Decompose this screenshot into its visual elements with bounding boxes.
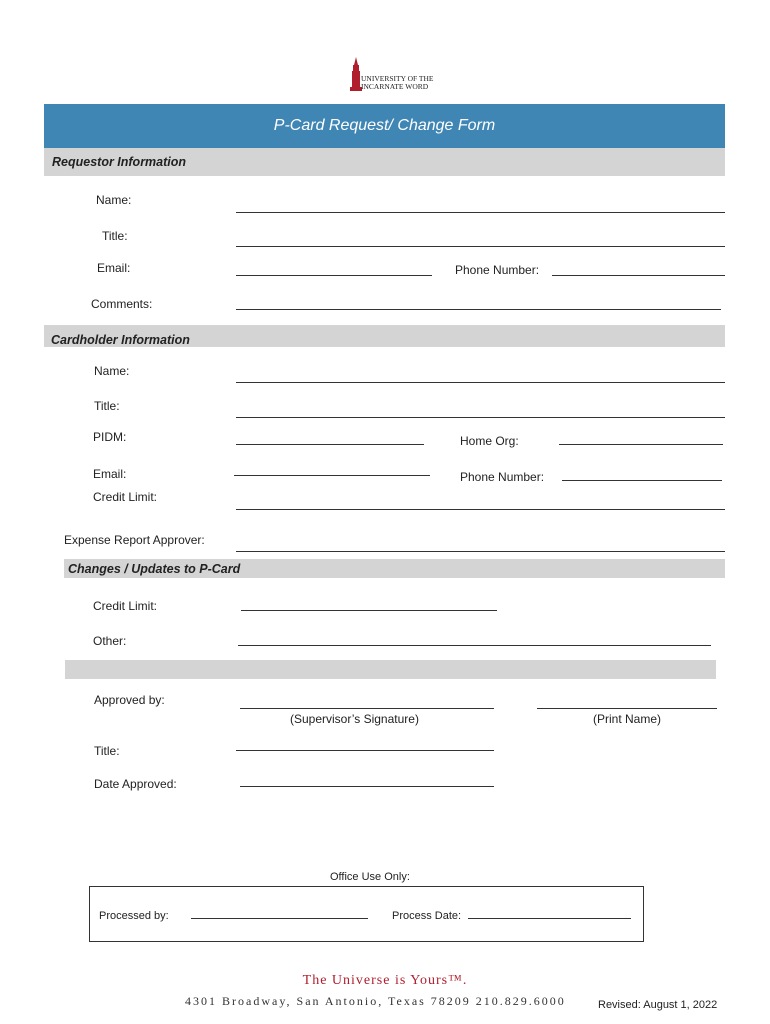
date-approved-label: Date Approved:: [94, 777, 177, 791]
cardholder-email-field[interactable]: [234, 475, 430, 476]
changes-other-field[interactable]: [238, 645, 711, 646]
supervisor-signature-field[interactable]: [240, 708, 494, 709]
date-approved-field[interactable]: [240, 786, 494, 787]
office-use-box: [89, 886, 644, 942]
cardholder-credit-limit-field[interactable]: [236, 509, 725, 510]
requestor-email-field[interactable]: [236, 275, 432, 276]
cardholder-title-label: Title:: [94, 399, 120, 413]
office-use-heading: Office Use Only:: [330, 871, 410, 883]
form-title-band: [44, 104, 725, 148]
requestor-title-label: Title:: [102, 229, 128, 243]
changes-other-label: Other:: [93, 634, 127, 648]
processed-by-field[interactable]: [191, 918, 368, 919]
changes-credit-limit-label: Credit Limit:: [93, 599, 158, 613]
cardholder-phone-label: Phone Number:: [460, 470, 545, 484]
expense-approver-label: Expense Report Approver:: [64, 533, 205, 547]
cardholder-section-heading: Cardholder Information: [51, 333, 190, 347]
expense-approver-field[interactable]: [236, 551, 725, 552]
requestor-email-label: Email:: [97, 261, 131, 275]
requestor-name-field[interactable]: [236, 212, 725, 213]
requestor-name-label: Name:: [96, 193, 132, 207]
cardholder-pidm-field[interactable]: [236, 444, 424, 445]
cardholder-title-field[interactable]: [236, 417, 725, 418]
changes-credit-limit-field[interactable]: [241, 610, 497, 611]
requestor-title-field[interactable]: [236, 246, 725, 247]
footer-tagline: The Universe is Yours™.: [302, 973, 468, 988]
processed-by-label: Processed by:: [99, 910, 169, 922]
logo-wordmark: UNIVERSITY OF THE INCARNATE WORD: [361, 74, 434, 91]
cardholder-name-field[interactable]: [236, 382, 725, 383]
approval-section-band: [65, 660, 716, 679]
approval-title-field[interactable]: [236, 750, 494, 751]
changes-section-heading: Changes / Updates to P-Card: [68, 562, 241, 576]
cardholder-credit-limit-label: Credit Limit:: [93, 490, 158, 504]
requestor-comments-label: Comments:: [91, 297, 153, 311]
university-logo: [349, 57, 434, 93]
supervisor-signature-caption: (Supervisor’s Signature): [290, 712, 419, 726]
revised-date: Revised: August 1, 2022: [598, 999, 718, 1011]
approval-title-label: Title:: [94, 744, 120, 758]
cardholder-pidm-label: PIDM:: [93, 430, 127, 444]
form-title: P-Card Request/ Change Form: [273, 117, 496, 134]
requestor-phone-label: Phone Number:: [455, 263, 540, 277]
cardholder-home-org-field[interactable]: [559, 444, 723, 445]
cardholder-email-label: Email:: [93, 467, 127, 481]
cardholder-phone-field[interactable]: [562, 480, 722, 481]
requestor-phone-field[interactable]: [552, 275, 725, 276]
print-name-field[interactable]: [537, 708, 717, 709]
process-date-field[interactable]: [468, 918, 631, 919]
print-name-caption: (Print Name): [593, 712, 662, 726]
approved-by-label: Approved by:: [94, 693, 165, 707]
cardholder-home-org-label: Home Org:: [460, 434, 519, 448]
cardholder-name-label: Name:: [94, 364, 130, 378]
requestor-comments-field[interactable]: [236, 309, 721, 310]
requestor-section-heading: Requestor Information: [52, 155, 187, 169]
process-date-label: Process Date:: [392, 910, 462, 922]
footer-address: 4301 Broadway, San Antonio, Texas 78209 210.829.6000: [185, 994, 566, 1008]
